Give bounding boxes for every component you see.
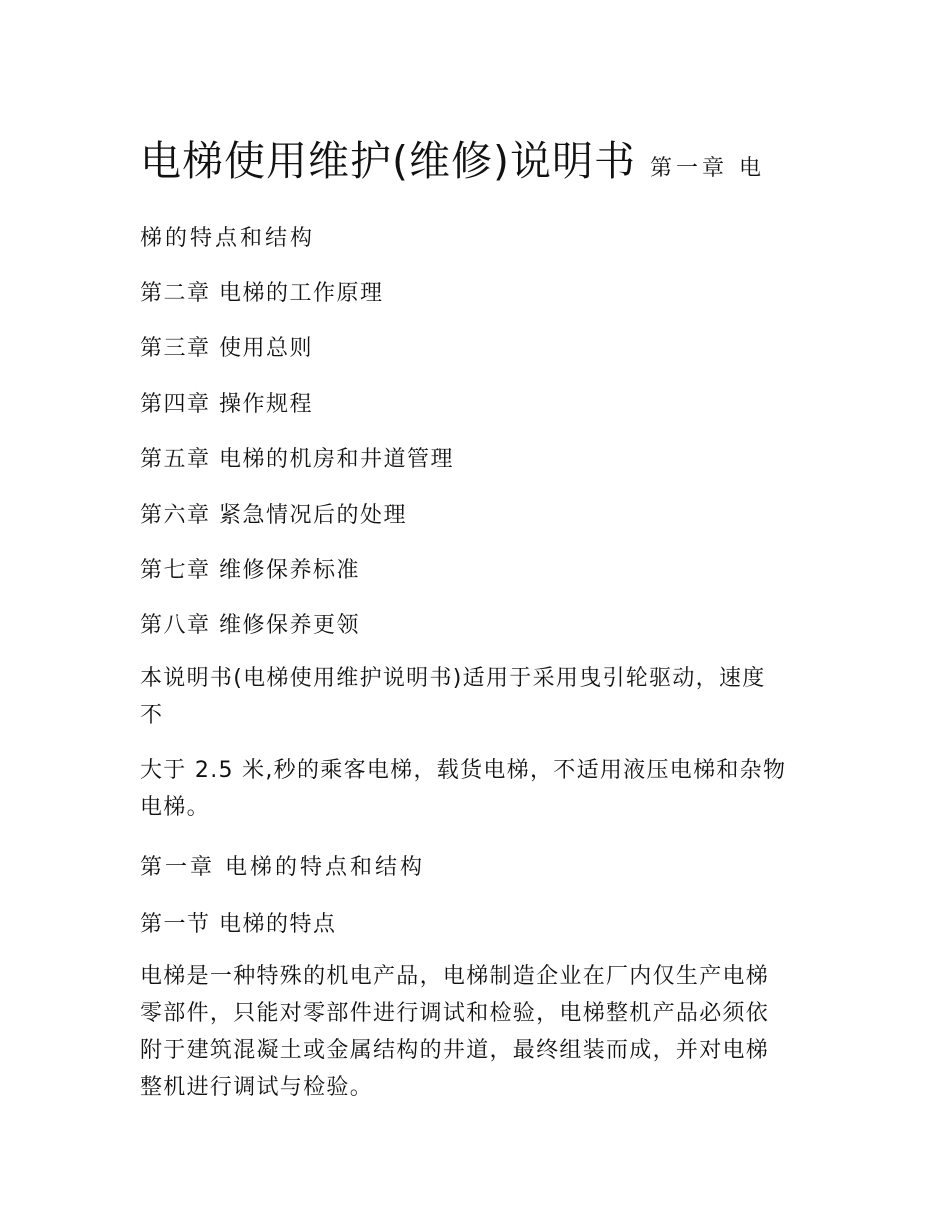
document-title-line xyxy=(140,128,820,187)
intro-line: 不 xyxy=(140,703,164,728)
toc-line-chapter1: 梯的特点和结构 xyxy=(140,226,316,251)
intro-line: 本说明书(电梯使用维护说明书)适用于采用曳引轮驱动，速度 xyxy=(140,666,766,691)
toc-line-chapter6: 第六章 紧急情况后的处理 xyxy=(140,503,407,528)
body-paragraph xyxy=(140,958,810,1106)
scope-paragraph xyxy=(140,752,810,826)
chapter1-heading: 第一章 电梯的特点和结构 xyxy=(140,855,425,880)
scope-line: 大于 2.5 米,秒的乘客电梯，载货电梯，不适用液压电梯和杂物 xyxy=(140,758,787,783)
toc-line-chapter5: 第五章 电梯的机房和井道管理 xyxy=(140,447,454,472)
body-line: 电梯是一种特殊的机电产品，电梯制造企业在厂内仅生产电梯 xyxy=(140,964,770,989)
intro-paragraph xyxy=(140,660,810,734)
toc-line-chapter4: 第四章 操作规程 xyxy=(140,392,313,417)
toc-line-chapter2: 第二章 电梯的工作原理 xyxy=(140,281,384,306)
toc-line-chapter8: 第八章 维修保养更领 xyxy=(140,613,360,638)
section1-heading: 第一节 电梯的特点 xyxy=(140,912,337,937)
body-line: 整机进行调试与检验。 xyxy=(140,1075,374,1100)
scope-line: 电梯。 xyxy=(140,795,210,820)
body-line: 零部件，只能对零部件进行调试和检验，电梯整机产品必须依 xyxy=(140,1001,770,1026)
body-line: 附于建筑混凝土或金属结构的井道，最终组装而成，并对电梯 xyxy=(140,1038,770,1063)
toc-line-chapter7: 第七章 维修保养标准 xyxy=(140,558,360,583)
document-title: 电梯使用维护(维修)说明书 xyxy=(140,137,636,185)
title-tail-text: 第一章 电 xyxy=(650,156,765,181)
toc-line-chapter3: 第三章 使用总则 xyxy=(140,336,313,361)
